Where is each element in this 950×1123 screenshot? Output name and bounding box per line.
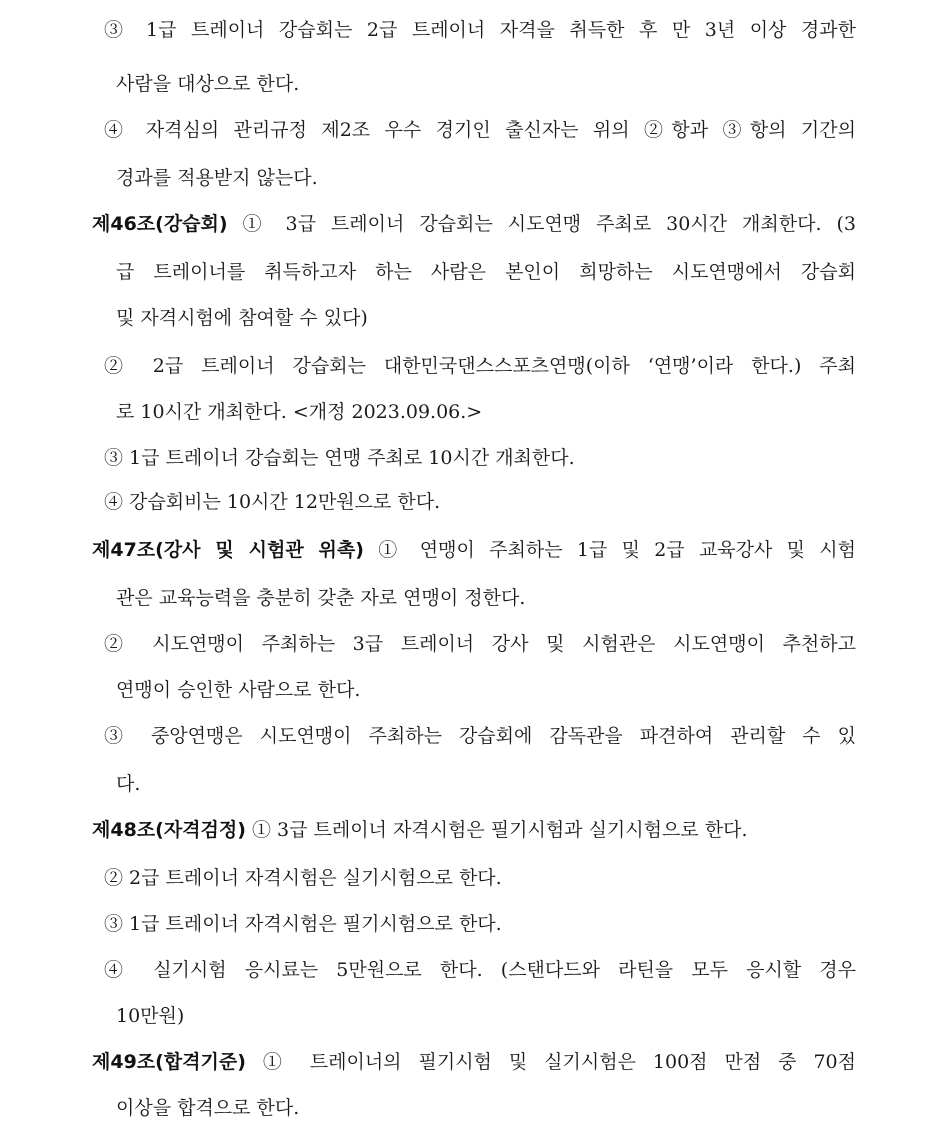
- paragraph-line: ③ 중앙연맹은 시도연맹이 주최하는 강습회에 감독관을 파견하여 관리할 수 있: [104, 725, 856, 747]
- paragraph-line: ② 2급 트레이너 자격시험은 실기시험으로 한다.: [104, 867, 502, 889]
- paragraph-line: ④ 강습회비는 10시간 12만원으로 한다.: [104, 491, 441, 513]
- paragraph-line: 사람을 대상으로 한다.: [116, 73, 300, 95]
- paragraph-line: ④ 자격심의 관리규정 제2조 우수 경기인 출신자는 위의 ②항과 ③항의 기간의: [104, 119, 856, 141]
- article-47-line: 제47조(강사 및 시험관 위촉) ① 연맹이 주최하는 1급 및 2급 교육강사 및 시험: [92, 539, 856, 561]
- paragraph-line: 경과를 적용받지 않는다.: [116, 167, 318, 189]
- paragraph-line: ③ 1급 트레이너 강습회는 2급 트레이너 자격을 취득한 후 만 3년 이상 경과한: [104, 19, 856, 41]
- article-49-line: 제49조(합격기준) ① 트레이너의 필기시험 및 실기시험은 100점 만점 중 70점: [92, 1051, 856, 1073]
- paragraph-line: 다.: [116, 773, 141, 795]
- paragraph-line: ② 시도연맹이 주최하는 3급 트레이너 강사 및 시험관은 시도연맹이 추천하고: [104, 633, 856, 655]
- article-heading: 제48조(자격검정): [92, 819, 246, 841]
- paragraph-line: ④ 실기시험 응시료는 5만원으로 한다. (스탠다드와 라틴을 모두 응시할 경우: [104, 959, 856, 981]
- paragraph-line: 급 트레이너를 취득하고자 하는 사람은 본인이 희망하는 시도연맹에서 강습회: [116, 261, 856, 283]
- article-48-line: 제48조(자격검정) ① 3급 트레이너 자격시험은 필기시험과 실기시험으로 한다.: [92, 819, 748, 841]
- article-46-line: 제46조(강습회) ① 3급 트레이너 강습회는 시도연맹 주최로 30시간 개최한다. (3: [92, 213, 856, 235]
- article-heading: 제49조(합격기준): [92, 1051, 246, 1073]
- paragraph-line: ③ 1급 트레이너 자격시험은 필기시험으로 한다.: [104, 913, 502, 935]
- paragraph-line: ③ 1급 트레이너 강습회는 연맹 주최로 10시간 개최한다.: [104, 447, 575, 469]
- paragraph-line: 10만원): [116, 1005, 185, 1027]
- paragraph-line: 이상을 합격으로 한다.: [116, 1097, 300, 1119]
- paragraph-line: 연맹이 승인한 사람으로 한다.: [116, 679, 361, 701]
- paragraph-line: ② 2급 트레이너 강습회는 대한민국댄스스포츠연맹(이하 ‘연맹’이라 한다.) 주최: [104, 355, 856, 377]
- paragraph-line: 로 10시간 개최한다. <개정 2023.09.06.>: [116, 401, 483, 423]
- article-heading: 제47조(강사 및 시험관 위촉): [92, 539, 364, 561]
- paragraph-line: 관은 교육능력을 충분히 갖춘 자로 연맹이 정한다.: [116, 587, 526, 609]
- article-heading: 제46조(강습회): [92, 213, 228, 235]
- paragraph-line: 및 자격시험에 참여할 수 있다): [116, 307, 368, 329]
